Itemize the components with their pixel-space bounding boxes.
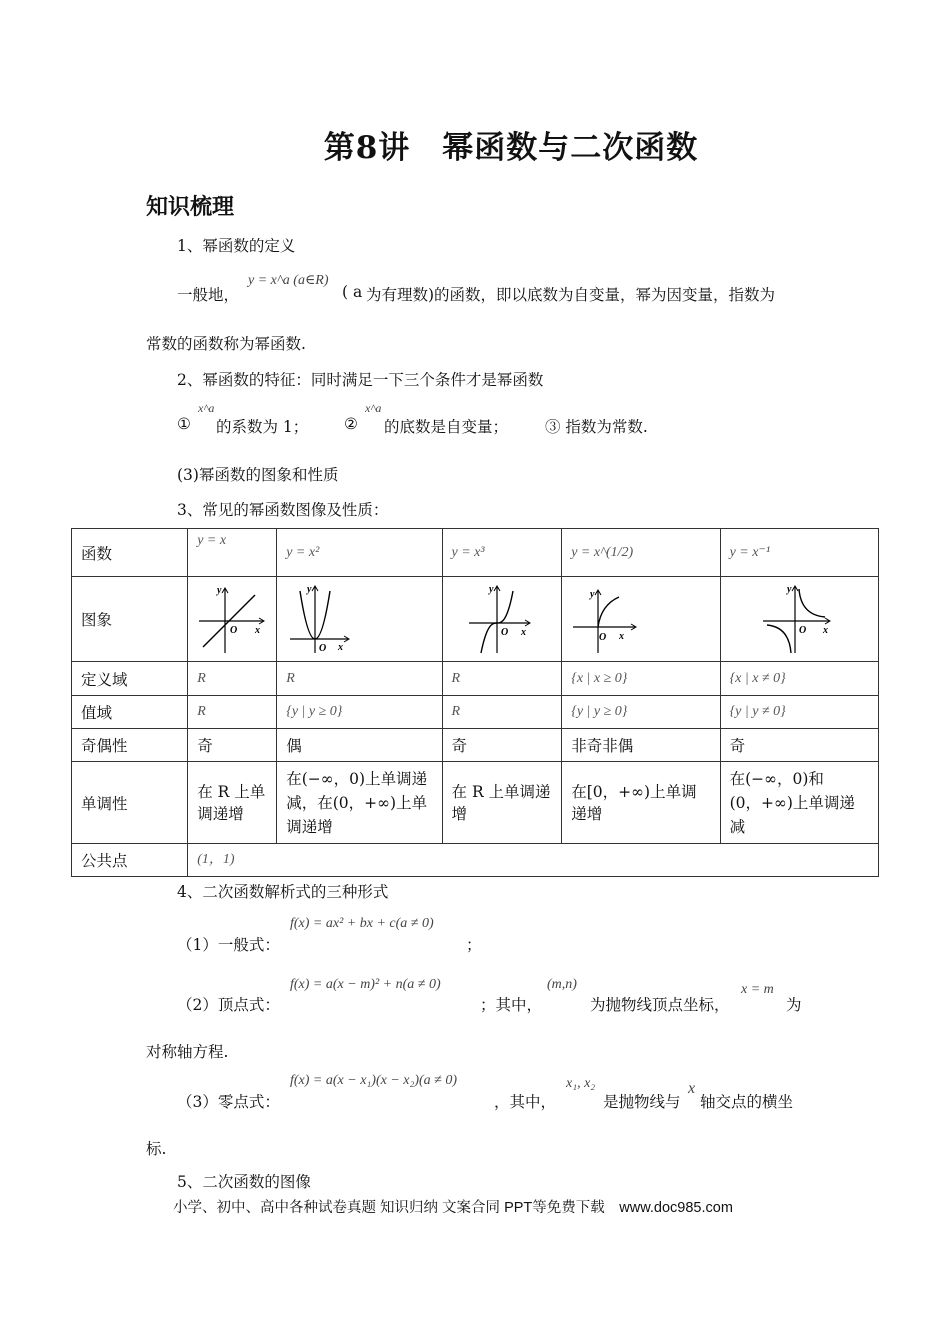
- row-label: 公共点: [72, 844, 188, 877]
- zero-form-formula: f(x) = a(x − x₁)(x − x₂)(a ≠ 0): [290, 1073, 458, 1088]
- feature-1-number: ①: [177, 415, 191, 433]
- row-label: 值域: [72, 696, 188, 729]
- heading-common: 3、常见的幂函数图像及性质：: [177, 501, 389, 519]
- feature-2-text: 的底数是自变量；: [384, 418, 509, 436]
- axis-y-label: y: [217, 585, 222, 596]
- parity-cell: 偶: [277, 729, 442, 762]
- origin-label: O: [500, 627, 509, 638]
- graph-cell: [277, 577, 442, 662]
- monotonic-cell: 在[0，+∞)上单调递增: [562, 762, 720, 844]
- axis-x-label: x: [823, 625, 829, 636]
- function-cell: y = x³: [442, 529, 562, 577]
- heading-quadratic-forms: 4、二次函数解析式的三种形式: [177, 883, 389, 901]
- zero-form-end: 轴交点的横坐: [700, 1093, 794, 1111]
- origin-label: O: [319, 643, 327, 654]
- origin-label: O: [599, 632, 607, 643]
- graph-cell: [188, 577, 277, 662]
- row-label: 单调性: [72, 762, 188, 844]
- general-form-end: ；: [466, 936, 482, 954]
- parity-cell: 奇: [720, 729, 878, 762]
- zero-form-text: 是抛物线与: [603, 1093, 681, 1111]
- feature-1-text: 的系数为 1；: [216, 418, 309, 436]
- monotonic-cell: 在(−∞，0)和(0，+∞)上单调递减: [720, 762, 878, 844]
- table-row: [72, 696, 879, 729]
- table-row: [72, 729, 879, 762]
- definition-text: 为有理数)的函数，即以底数为自变量，幂为因变量，指数为: [366, 286, 776, 304]
- monotonic-cell: 在 R 上单调递增: [442, 762, 562, 844]
- vertex-form-continuation: 对称轴方程.: [146, 1043, 229, 1061]
- zero-form-mid: ，其中，: [494, 1093, 557, 1111]
- axis-x-label: x: [255, 625, 261, 636]
- function-cell: y = x: [188, 529, 277, 577]
- table-row: [72, 662, 879, 696]
- domain-cell: R: [188, 662, 277, 696]
- common-point-cell: (1，1): [188, 844, 879, 877]
- row-label: 定义域: [72, 662, 188, 696]
- axis-x-label: x: [619, 631, 625, 642]
- row-label: 函数: [72, 529, 188, 577]
- range-cell: R: [442, 696, 562, 729]
- range-cell: {y | y ≥ 0}: [277, 696, 442, 729]
- vertex-coordinates: (m,n): [547, 977, 577, 992]
- graph-sqrt: [571, 583, 641, 655]
- graph-cell: [720, 577, 878, 662]
- axis-y-label: y: [787, 584, 792, 595]
- function-cell: y = x⁻¹: [720, 529, 878, 577]
- feature-3-text: ③ 指数为常数.: [545, 418, 648, 436]
- graph-cell: [562, 577, 720, 662]
- function-cell: y = x^(1/2): [562, 529, 720, 577]
- roots-symbol: x₁, x₂: [566, 1076, 596, 1091]
- axis-x-label: x: [338, 642, 344, 653]
- table-row: [72, 844, 879, 877]
- power-function-table: [71, 528, 879, 877]
- heading-quadratic-graph: 5、二次函数的图像: [177, 1173, 311, 1191]
- feature-1-symbol: x^a: [198, 401, 215, 415]
- vertex-form-mid: ；其中，: [480, 996, 543, 1014]
- page-title: 第8讲 幂函数与二次函数: [323, 130, 699, 166]
- parity-cell: 奇: [188, 729, 277, 762]
- table-row: [72, 529, 879, 577]
- section-heading: 知识梳理: [146, 194, 235, 220]
- general-form-formula: f(x) = ax² + bx + c(a ≠ 0): [290, 916, 434, 931]
- graph-cell: [442, 577, 562, 662]
- definition-a: ( a: [342, 283, 363, 301]
- axis-y-label: y: [590, 589, 595, 600]
- vertex-form-end: 为: [786, 996, 802, 1014]
- vertex-form-text: 为抛物线顶点坐标，: [590, 996, 730, 1014]
- graph-linear: [197, 583, 267, 655]
- heading-definition: 1、幂函数的定义: [177, 237, 296, 255]
- definition-formula: y = x^a (a∈R): [248, 273, 329, 288]
- graph-reciprocal: [761, 583, 837, 655]
- feature-2-symbol: x^a: [365, 401, 382, 415]
- zero-form-label: （3）零点式：: [177, 1093, 280, 1111]
- definition-continuation: 常数的函数称为幂函数.: [146, 335, 306, 353]
- heading-graphs: (3)幂函数的图象和性质: [177, 466, 339, 484]
- definition-intro: 一般地，: [177, 286, 240, 304]
- vertex-form-formula: f(x) = a(x − m)² + n(a ≠ 0): [290, 977, 441, 992]
- x-axis-symbol: x: [688, 1080, 696, 1097]
- row-label: 图象: [72, 577, 188, 662]
- monotonic-cell: 在 R 上单调递增: [188, 762, 277, 844]
- parity-cell: 奇: [442, 729, 562, 762]
- axis-y-label: y: [488, 584, 494, 595]
- axis-x-label: x: [520, 627, 526, 638]
- footer-text: 小学、初中、高中各种试卷真题 知识归纳 文案合同 PPT等免费下载 www.doc985.com: [173, 1200, 733, 1216]
- feature-2-number: ②: [344, 415, 358, 433]
- range-cell: {y | y ≠ 0}: [720, 696, 878, 729]
- row-label: 奇偶性: [72, 729, 188, 762]
- range-cell: {y | y ≥ 0}: [562, 696, 720, 729]
- table-row: [72, 577, 879, 662]
- domain-cell: {x | x ≠ 0}: [720, 662, 878, 696]
- axis-y-label: y: [307, 584, 312, 595]
- zero-form-continuation: 标.: [146, 1140, 167, 1158]
- origin-label: O: [799, 625, 807, 636]
- domain-cell: {x | x ≥ 0}: [562, 662, 720, 696]
- graph-cubic: [467, 583, 537, 655]
- axis-equation: x = m: [741, 982, 774, 997]
- range-cell: R: [188, 696, 277, 729]
- heading-features: 2、幂函数的特征：同时满足一下三个条件才是幂函数: [177, 371, 544, 389]
- graph-square: [288, 583, 358, 655]
- domain-cell: R: [442, 662, 562, 696]
- monotonic-cell: 在(−∞，0)上单调递减，在(0，+∞)上单调递增: [277, 762, 442, 844]
- parity-cell: 非奇非偶: [562, 729, 720, 762]
- vertex-form-label: （2）顶点式：: [177, 996, 280, 1014]
- general-form-label: （1）一般式：: [177, 936, 280, 954]
- table-row: [72, 762, 879, 844]
- origin-label: O: [230, 625, 238, 636]
- domain-cell: R: [277, 662, 442, 696]
- function-cell: y = x²: [277, 529, 442, 577]
